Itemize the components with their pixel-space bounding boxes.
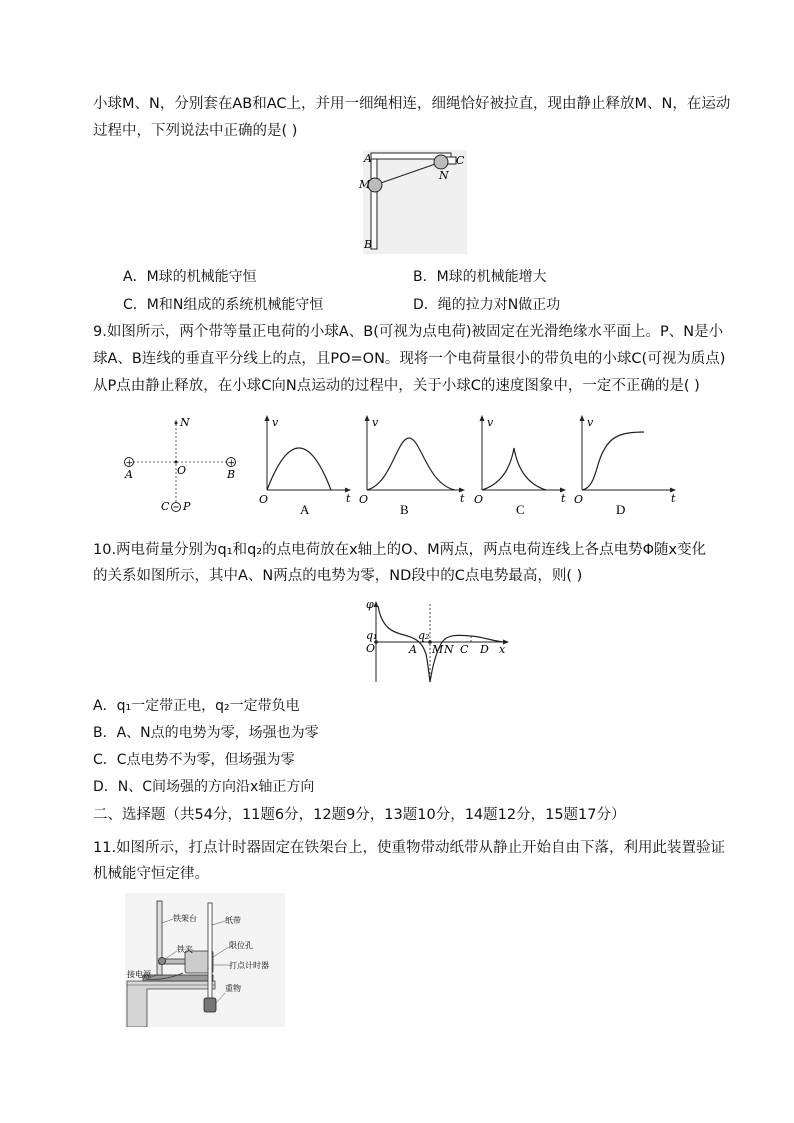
axis-v: v xyxy=(272,416,279,429)
velocity-curve xyxy=(267,448,331,490)
q10-option-b[interactable]: B．A、N点的电势为零，场强也为零 xyxy=(93,725,319,741)
potential-curve xyxy=(378,606,430,682)
axis-v: v xyxy=(487,416,494,429)
axis-t: t xyxy=(346,492,351,505)
velocity-curve xyxy=(367,438,455,490)
label-weight: 重物 xyxy=(225,984,241,993)
label-paper-tape: 纸带 xyxy=(225,916,241,925)
q9-setup-figure xyxy=(115,412,245,518)
label-q2: q₂ xyxy=(418,629,430,642)
q10-option-c[interactable]: C．C点电势不为零，但场强为零 xyxy=(93,752,295,768)
origin-label: O xyxy=(474,493,484,506)
q10-stem-line1: 10.两电荷量分别为q₁和q₂的点电荷放在x轴上的O、M两点，两点电荷连线上各点电势Φ随x变化 xyxy=(93,542,707,558)
label-b: B xyxy=(364,238,373,251)
graph-caption: B xyxy=(400,502,409,517)
axis-v: v xyxy=(372,416,379,429)
q8-option-a[interactable]: A．M球的机械能守恒 xyxy=(123,269,257,285)
axis-t: t xyxy=(671,492,676,505)
q8-option-b[interactable]: B．M球的机械能增大 xyxy=(413,269,547,285)
q9-stem-line1: 9.如图所示，两个带等量正电荷的小球A、B(可视为点电荷)被固定在光滑绝缘水平面上。P、N是小 xyxy=(93,324,724,340)
axis-t: t xyxy=(561,492,566,505)
ball-n xyxy=(434,155,448,169)
q9-graph-a xyxy=(255,412,355,520)
origin-label: O xyxy=(359,493,369,506)
velocity-curve xyxy=(482,448,546,490)
label-clamp: 铁夹 xyxy=(177,945,193,954)
q9-stem-line3: 从P点由静止释放，在小球C向N点运动的过程中，关于小球C的速度图象中，一定不正确的是( ) xyxy=(93,378,700,394)
label-q1: q₁ xyxy=(366,629,378,642)
velocity-curve xyxy=(582,432,644,490)
q8-stem-line2: 过程中，下列说法中正确的是( ) xyxy=(93,123,298,139)
label-m: M xyxy=(432,643,444,656)
section-heading: 二、选择题（共54分，11题6分，12题9分，13题10分，14题12分，15题17分） xyxy=(93,807,626,823)
label-d: D xyxy=(480,643,489,656)
label-p: P xyxy=(183,500,191,513)
label-a: A xyxy=(364,152,372,165)
label-n: N xyxy=(180,416,190,429)
q9-graph-c xyxy=(470,412,570,520)
label-timer: 打点计时器 xyxy=(229,961,269,970)
label-iron-stand: 铁架台 xyxy=(173,914,197,923)
q10-option-d[interactable]: D．N、C间场强的方向沿x轴正方向 xyxy=(93,779,315,795)
svg-text:+: + xyxy=(227,458,236,469)
label-m: M xyxy=(359,178,371,191)
label-a: A xyxy=(125,468,133,481)
label-b: B xyxy=(227,468,236,481)
q8-option-d[interactable]: D．绳的拉力对N做正功 xyxy=(413,297,561,313)
q11-stem-line1: 11.如图所示，打点计时器固定在铁架台上，使重物带动纸带从静止开始自由下落，利用此装置验证 xyxy=(93,840,726,856)
label-c: C xyxy=(456,154,465,167)
q8-figure xyxy=(355,148,475,256)
origin-label: O xyxy=(259,493,269,506)
q10-potential-graph xyxy=(362,598,512,684)
label-o: O xyxy=(366,642,376,655)
q10-option-a[interactable]: A．q₁一定带正电，q₂一定带负电 xyxy=(93,698,300,714)
axis-t: t xyxy=(460,492,465,505)
graph-caption: A xyxy=(300,502,310,517)
label-a: A xyxy=(409,643,417,656)
origin-label: O xyxy=(574,493,584,506)
axis-v: v xyxy=(587,416,594,429)
label-limit-hole: 限位孔 xyxy=(229,941,253,950)
label-n: N xyxy=(444,643,454,656)
graph-caption: D xyxy=(616,502,626,517)
label-o: O xyxy=(177,464,187,477)
q9-graph-b xyxy=(355,412,470,520)
q10-stem-line2: 的关系如图所示，其中A、N两点的电势为零，ND段中的C点电势最高，则( ) xyxy=(93,568,583,584)
q9-stem-line2: 球A、B连线的垂直平分线上的点，且PO=ON。现将一个电荷量很小的带负电的小球C(可视为质点) xyxy=(93,351,726,367)
label-c: C xyxy=(460,643,469,656)
graph-caption: C xyxy=(516,502,525,517)
axis-x: x xyxy=(499,643,506,656)
label-power: 接电源 xyxy=(127,970,151,979)
q11-stem-line2: 机械能守恒定律。 xyxy=(93,866,209,882)
axis-phi: φ xyxy=(366,598,374,611)
q8-stem-line1: 小球M、N，分别套在AB和AC上，并用一细绳相连，细绳恰好被拉直，现由静止释放M、N，在运动 xyxy=(93,96,731,112)
q8-option-c[interactable]: C．M和N组成的系统机械能守恒 xyxy=(123,297,324,313)
label-c: C xyxy=(161,500,170,513)
svg-text:+: + xyxy=(125,458,134,469)
q9-graph-d xyxy=(570,412,680,520)
q11-apparatus-figure xyxy=(125,893,285,1027)
label-n: N xyxy=(439,169,449,182)
